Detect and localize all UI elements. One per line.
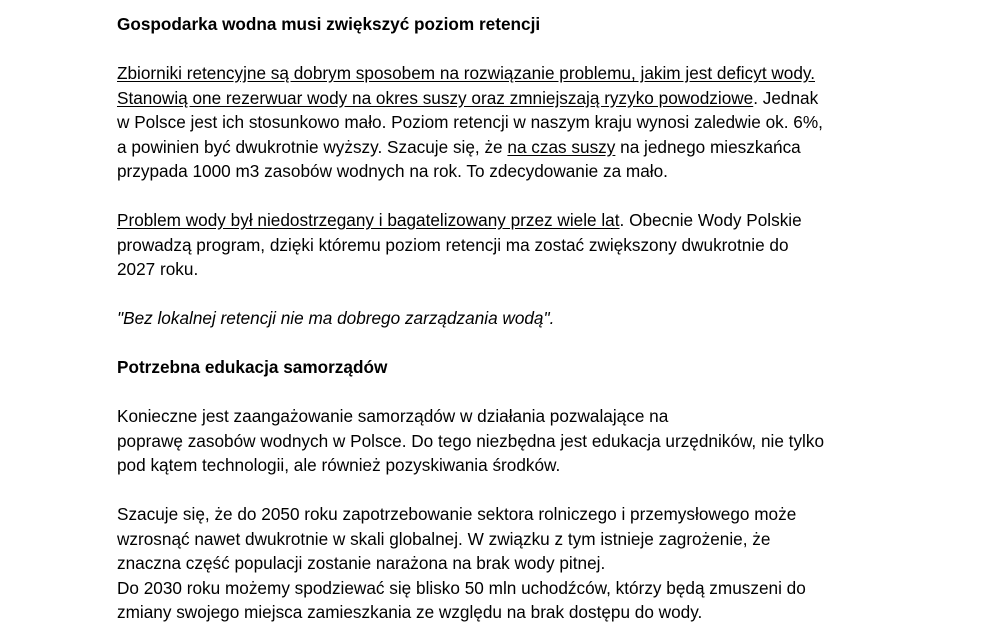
- paragraph-text: znaczna część populacji zostanie narażona na brak wody pitnej.: [117, 553, 606, 573]
- paragraph-text: . Jednak: [753, 87, 819, 108]
- paragraph-water-problem: [117, 208, 877, 282]
- underlined-text: Zbiorniki retencyjne są dobrym sposobem na rozwiązanie problemu, jakim jest deficyt wody.: [117, 63, 815, 83]
- paragraph-text: zmiany swojego miejsca zamieszkania ze względu na brak dostępu do wody.: [117, 602, 703, 622]
- paragraph-text: przypada 1000 m3 zasobów wodnych na rok. To zdecydowanie za mało.: [117, 161, 668, 181]
- paragraph-text: w Polsce jest ich stosunkowo mało. Poziom retencji w naszym kraju wynosi zaledwie ok. 6%,: [117, 112, 823, 132]
- section-heading-education: Potrzebna edukacja samorządów: [117, 357, 388, 377]
- paragraph-text: pod kątem technologii, ale również pozyskiwania środków.: [117, 455, 561, 475]
- paragraph-text: . Obecnie Wody Polskie: [619, 210, 802, 230]
- paragraph-text: wzrosnąć nawet dwukrotnie w skali globalnej. W związku z tym istnieje zagrożenie, że: [117, 528, 771, 549]
- paragraph-local-government: [117, 404, 877, 478]
- section-heading-retention: Gospodarka wodna musi zwiększyć poziom retencji: [117, 14, 541, 34]
- underlined-text: Problem wody był niedostrzegany i bagatelizowany przez wiele lat: [117, 210, 620, 230]
- document-body: [117, 12, 877, 625]
- paragraph-text: poprawę zasobów wodnych w Polsce. Do tego niezbędna jest edukacja urzędników, nie tylko: [117, 430, 825, 451]
- paragraph-text: Szacuje się, że do 2050 roku zapotrzebowanie sektora rolniczego i przemysłowego może: [117, 504, 797, 524]
- paragraph-text: prowadzą program, dzięki któremu poziom retencji ma zostać zwiększony dwukrotnie do: [117, 234, 789, 255]
- underlined-text: Stanowią one rezerwuar wody na okres suszy oraz zmniejszają ryzyko powodziowe: [117, 87, 754, 108]
- paragraph-text: 2027 roku.: [117, 259, 199, 279]
- underlined-text: na czas suszy: [507, 136, 616, 157]
- paragraph-text: na jednego mieszkańca: [615, 136, 801, 157]
- quote-text: "Bez lokalnej retencji nie ma dobrego zarządzania wodą".: [117, 308, 555, 328]
- paragraph-text: Do 2030 roku możemy spodziewać się blisko 50 mln uchodźców, którzy będą zmuszeni do: [117, 577, 806, 598]
- paragraph-text: Konieczne jest zaangażowanie samorządów w działania pozwalające na: [117, 406, 669, 426]
- paragraph-retention-reservoirs: [117, 61, 877, 184]
- paragraph-demand-forecast: [117, 502, 877, 625]
- paragraph-text: a powinien być dwukrotnie wyższy. Szacuje się, że: [117, 136, 508, 157]
